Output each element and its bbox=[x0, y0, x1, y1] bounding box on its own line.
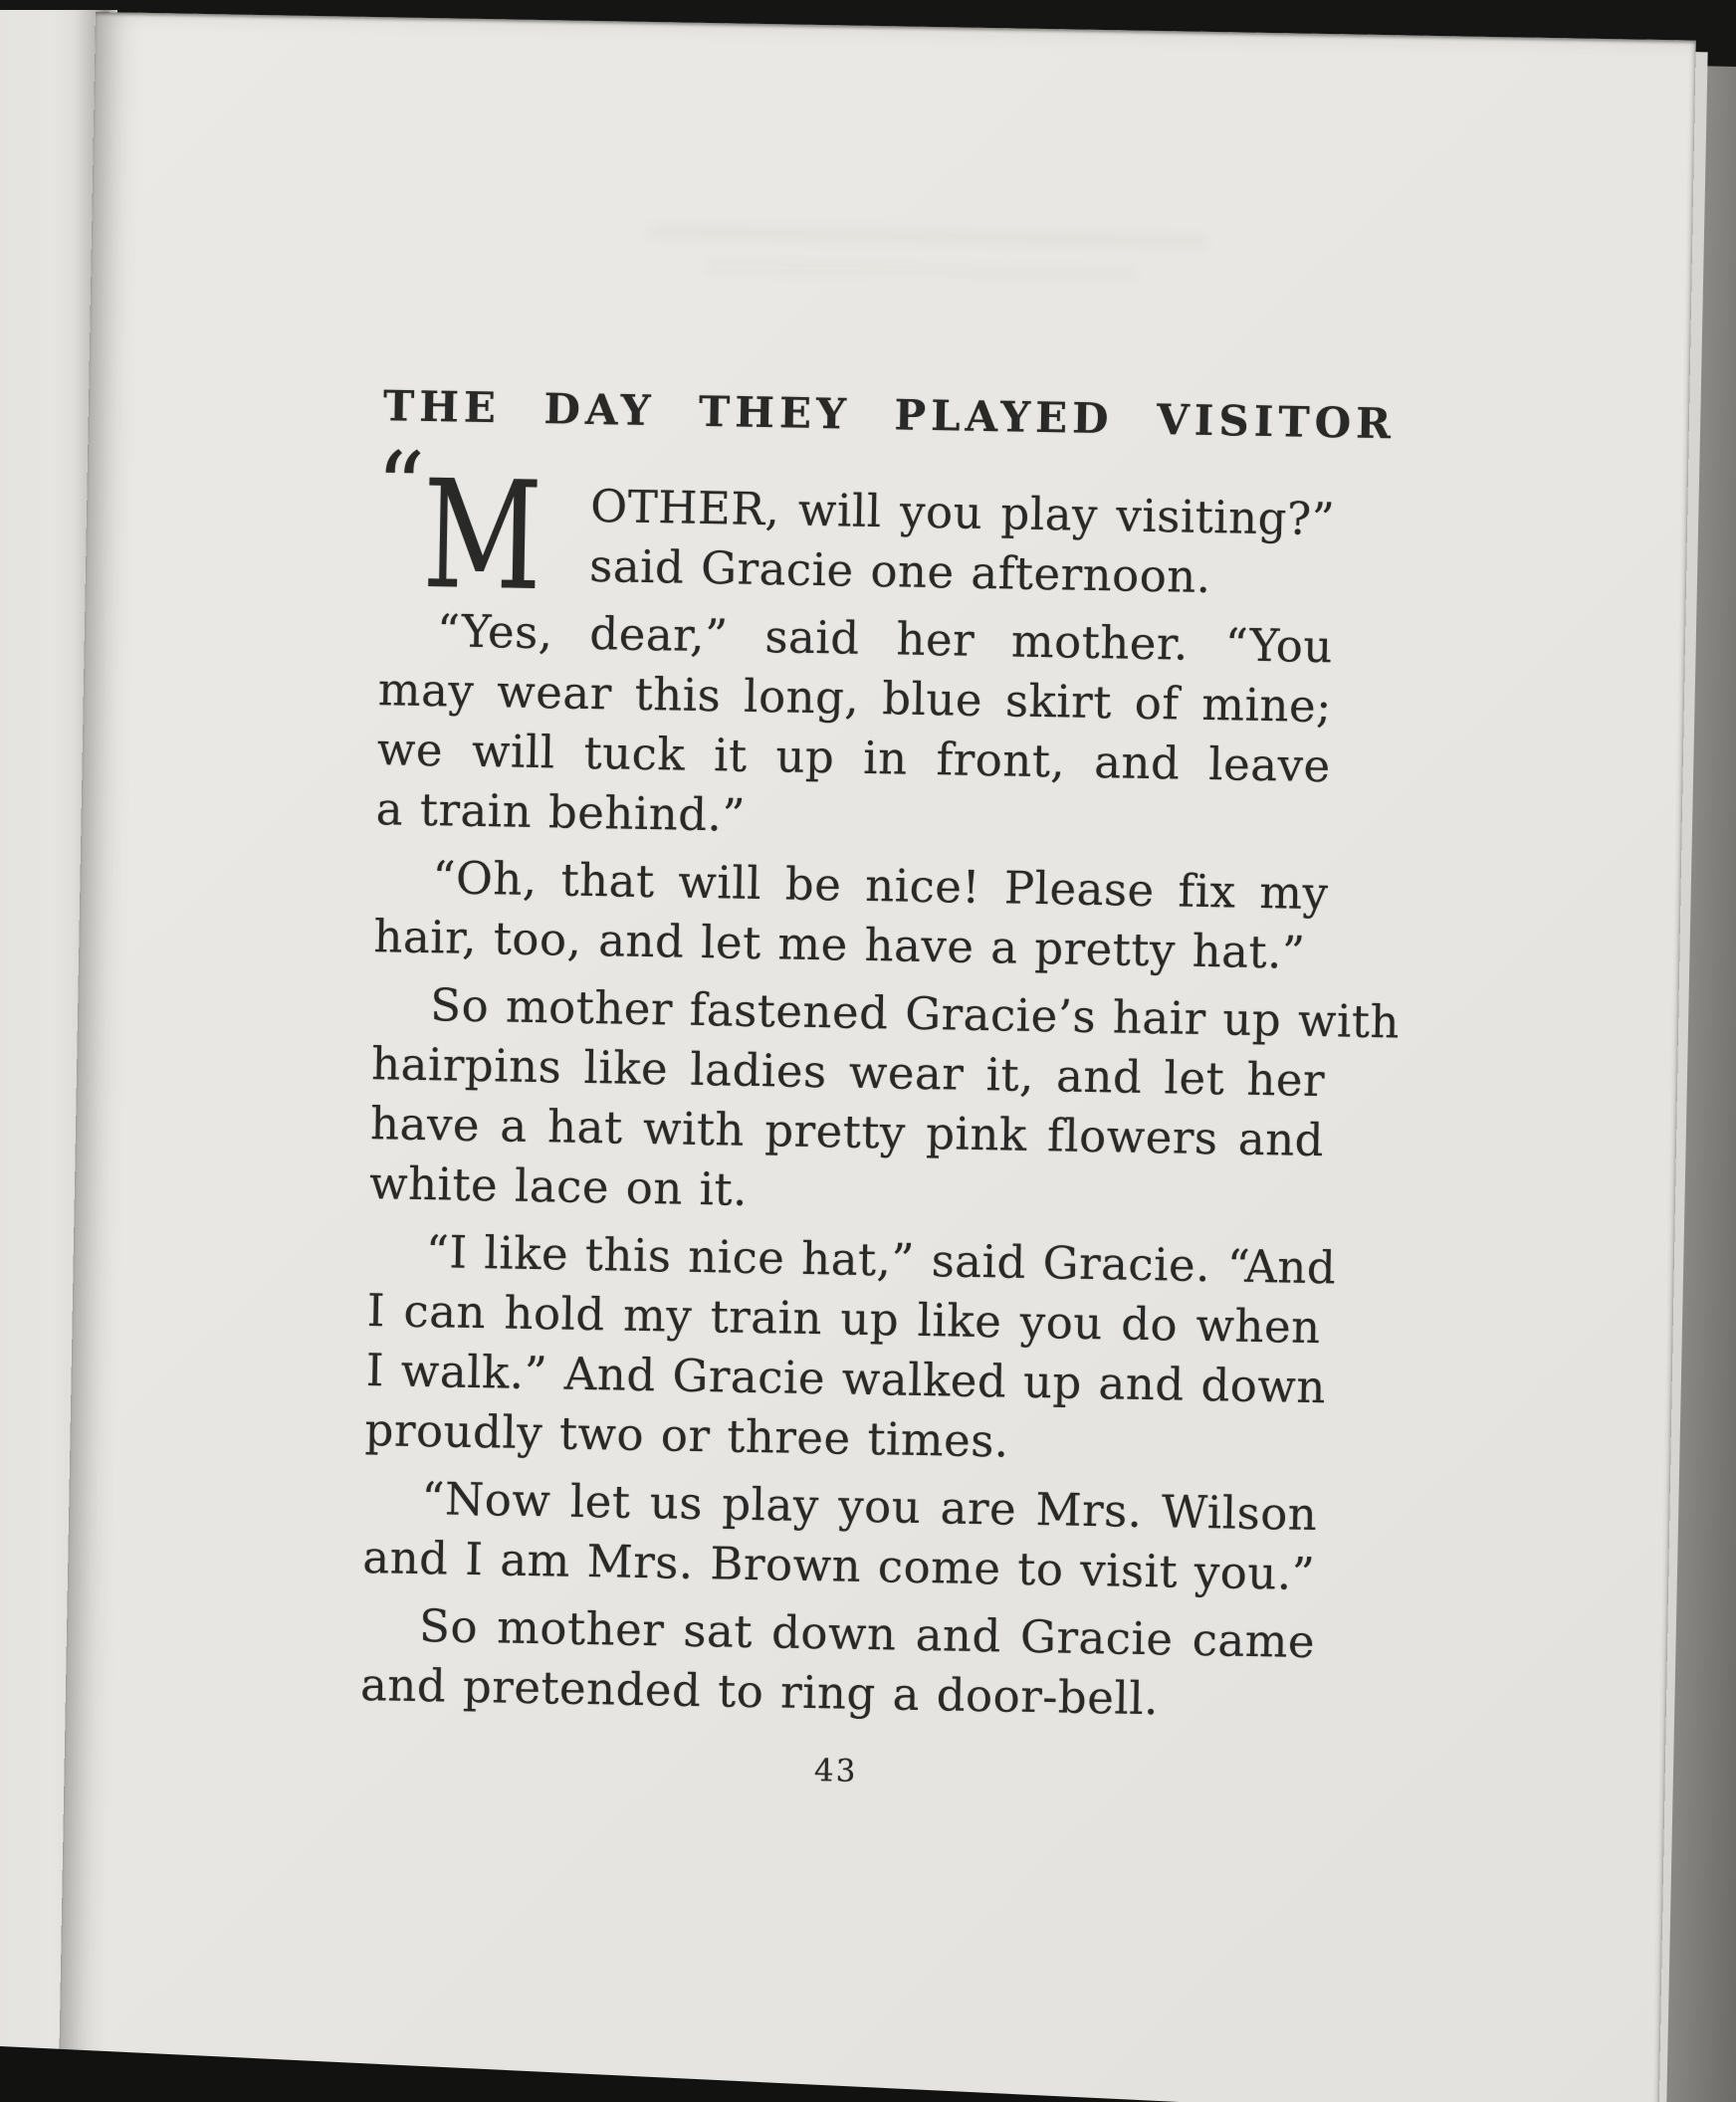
opening-paragraph bbox=[374, 431, 1336, 625]
text-line: hairpins like ladies wear it, and let her bbox=[370, 1037, 1326, 1108]
text-line: and I am Mrs. Brown come to visit you.” bbox=[361, 1531, 1316, 1601]
text-line: I can hold my train up like you do when bbox=[366, 1284, 1322, 1355]
text-line: and pretended to ring a door-bell. bbox=[359, 1658, 1160, 1726]
text-line: white lace on it. bbox=[368, 1156, 749, 1216]
drop-cap: M bbox=[421, 448, 544, 625]
text-column bbox=[358, 17, 1401, 1809]
book-page bbox=[59, 12, 1696, 2102]
text-line: So mother fastened Gracie’s hair up with bbox=[429, 978, 1401, 1049]
text-line: have a hat with pretty pink flowers and bbox=[369, 1097, 1325, 1167]
opening-quote-mark: “ bbox=[374, 431, 422, 543]
text-line: may wear this long, blue skirt of mine; bbox=[377, 663, 1333, 734]
text-line: hair, too, and let me have a pretty hat.” bbox=[373, 910, 1306, 979]
paragraph bbox=[375, 600, 1333, 856]
text-line: “Now let us play you are Mrs. Wilson bbox=[420, 1472, 1318, 1542]
paragraph bbox=[373, 847, 1329, 983]
paragraph bbox=[360, 1595, 1316, 1732]
paragraph bbox=[362, 1468, 1318, 1604]
body-paragraphs bbox=[359, 600, 1401, 1732]
text-line: “I like this nice hat,” said Gracie. “And bbox=[425, 1225, 1337, 1295]
paragraph bbox=[368, 974, 1401, 1230]
text-line: proudly two or three times. bbox=[364, 1403, 1010, 1468]
page-number: 43 bbox=[813, 1753, 858, 1789]
text-line: “Oh, that will be nice! Please fix my bbox=[432, 851, 1329, 921]
text-line: So mother sat down and Gracie came bbox=[418, 1599, 1316, 1669]
opening-line: OTHER, will you play visiting?” bbox=[589, 479, 1336, 546]
story-title: THE DAY THEY PLAYED VISITOR bbox=[382, 381, 1397, 449]
text-line: I walk.” And Gracie walked up and down bbox=[365, 1344, 1327, 1414]
opening-line: said Gracie one afternoon. bbox=[588, 538, 1212, 604]
text-line: we will tuck it up in front, and leave bbox=[376, 723, 1332, 793]
text-line: a train behind.” bbox=[375, 782, 747, 842]
text-line: “Yes, dear,” said her mother. “You bbox=[436, 604, 1334, 674]
paragraph bbox=[364, 1221, 1337, 1477]
